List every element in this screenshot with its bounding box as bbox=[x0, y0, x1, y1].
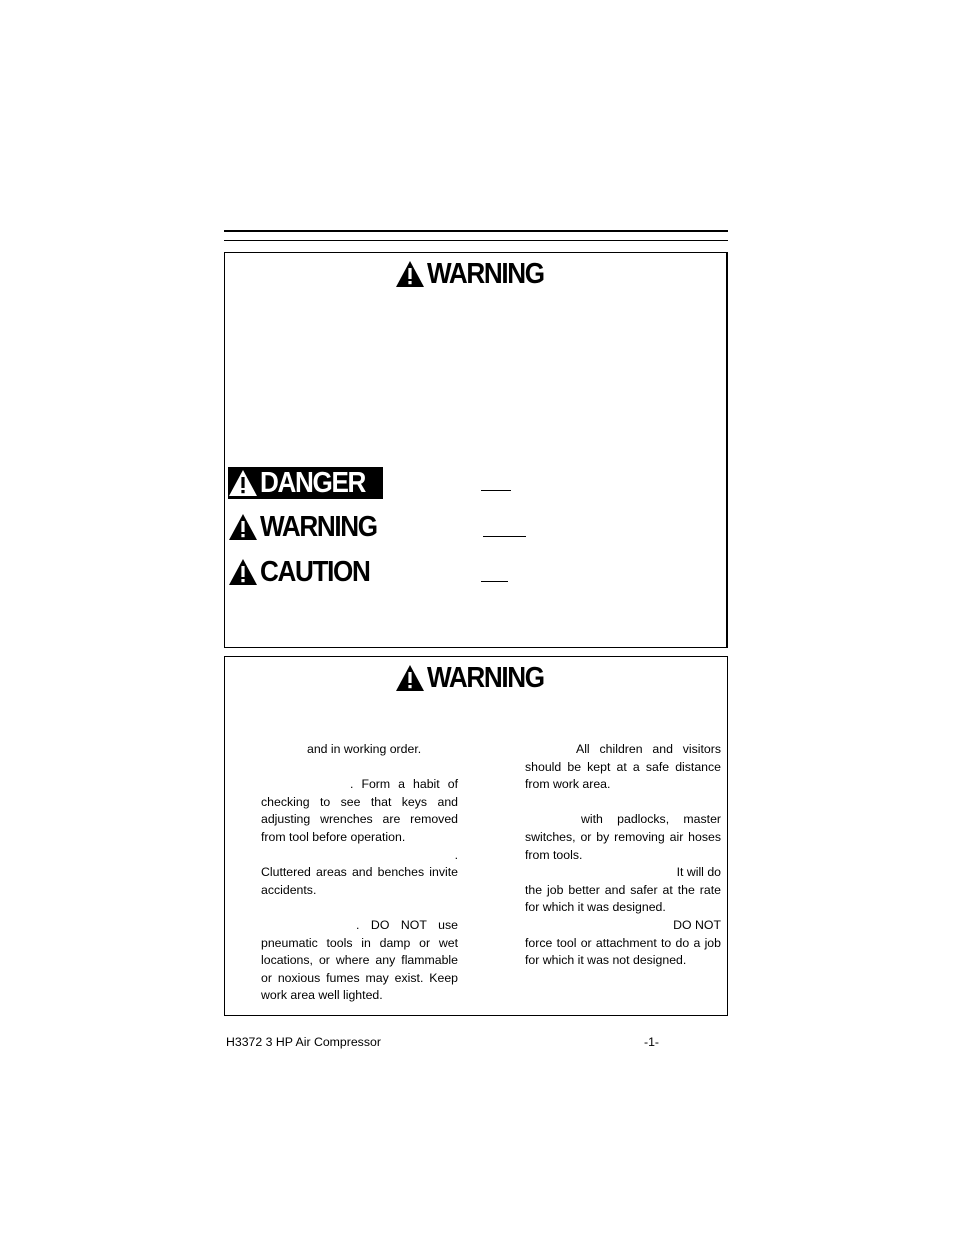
right-para3-line2: the job better and safer at the rate bbox=[525, 882, 721, 897]
left-para3-line1: Cluttered areas and benches invite bbox=[261, 865, 458, 880]
rules-left-column bbox=[261, 741, 458, 1005]
right-para3-line1: It will do bbox=[676, 865, 721, 880]
right-para4-line2: force tool or attachment to do a job bbox=[525, 935, 721, 950]
warning-triangle-icon bbox=[228, 513, 258, 541]
right-para1-line2: should be kept at a safe distance bbox=[525, 759, 721, 774]
right-para2-line1: with padlocks, master bbox=[581, 812, 721, 827]
warning-triangle-icon bbox=[395, 260, 425, 288]
left-para4-line2: pneumatic tools in damp or wet bbox=[261, 935, 458, 950]
caution-word: CAUTION bbox=[260, 556, 370, 588]
left-para4-line1: . DO NOT use bbox=[356, 917, 458, 932]
box1-warning-heading bbox=[395, 258, 557, 290]
danger-underline bbox=[481, 490, 511, 491]
box2-warning-heading bbox=[395, 662, 557, 694]
left-para2-line2: checking to see that keys and bbox=[261, 794, 458, 809]
left-para4-line5: work area well lighted. bbox=[261, 988, 383, 1003]
right-para3-line3: for which it was designed. bbox=[525, 900, 666, 915]
footer-model: H3372 3 HP Air Compressor bbox=[226, 1035, 381, 1049]
warning-triangle-icon bbox=[228, 469, 258, 497]
warning-triangle-icon bbox=[395, 664, 425, 692]
warning-word: WARNING bbox=[260, 511, 377, 543]
right-para4-line3: for which it was not designed. bbox=[525, 953, 687, 968]
top-rule-thick bbox=[224, 230, 728, 232]
rules-right-column bbox=[525, 741, 721, 970]
right-para2-line2: switches, or by removing air hoses bbox=[525, 829, 721, 844]
box2-warning-word: WARNING bbox=[427, 662, 544, 694]
top-rule-thin bbox=[224, 240, 728, 241]
left-para4-line4: or noxious fumes may exist. Keep bbox=[261, 970, 458, 985]
left-line-1: and in working order. bbox=[307, 742, 422, 756]
box1-warning-word: WARNING bbox=[427, 258, 544, 290]
left-para4-line3: locations, or where any flammable bbox=[261, 953, 458, 968]
right-para1-line1: All children and visitors bbox=[576, 742, 721, 756]
safety-rules-box bbox=[224, 656, 728, 1016]
left-para2-line1: . Form a habit of bbox=[350, 777, 458, 792]
signal-words-box bbox=[224, 252, 728, 648]
left-para2-line3: adjusting wrenches are removed bbox=[261, 812, 458, 827]
danger-label bbox=[228, 467, 383, 499]
warning-label bbox=[228, 511, 390, 543]
left-para2-line4: from tool before operation. bbox=[261, 829, 406, 844]
warning-triangle-icon bbox=[228, 558, 258, 586]
right-para2-line3: from tools. bbox=[525, 847, 583, 862]
right-para4-line1: DO NOT bbox=[673, 917, 721, 932]
footer-page-number: -1- bbox=[644, 1035, 660, 1049]
danger-word: DANGER bbox=[260, 467, 366, 499]
caution-label bbox=[228, 556, 382, 588]
caution-underline bbox=[481, 581, 508, 582]
warning-underline bbox=[483, 536, 526, 537]
right-para1-line3: from work area. bbox=[525, 777, 611, 792]
left-para3-dot: . bbox=[454, 847, 458, 862]
left-para3-line2: accidents. bbox=[261, 882, 317, 897]
